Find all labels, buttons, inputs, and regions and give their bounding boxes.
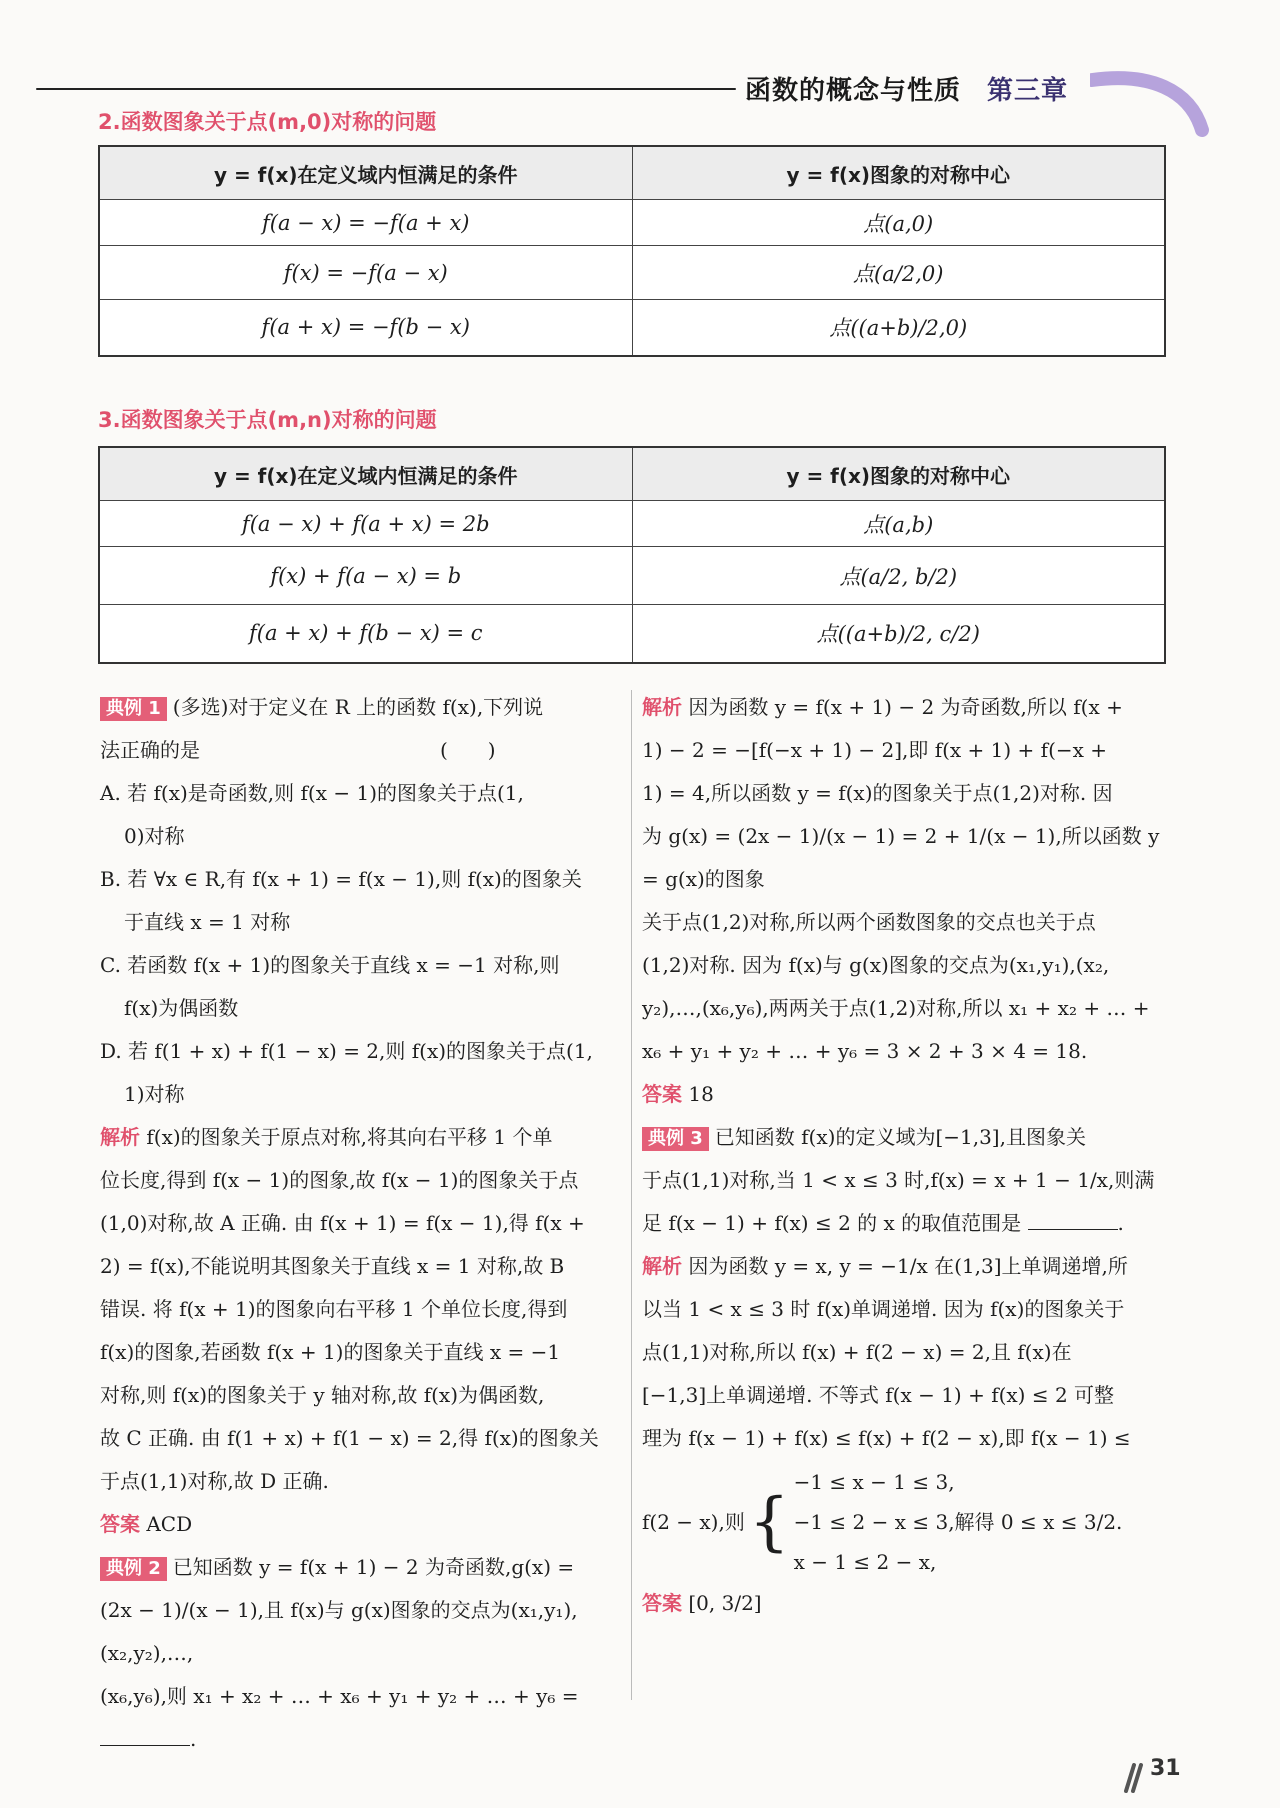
decorative-swoosh xyxy=(1090,70,1210,140)
answer-label: 答案 xyxy=(100,1512,140,1536)
table-cell-condition: f(x) + f(a − x) = b xyxy=(99,547,632,605)
inequality-system: f(2 − x),则 { −1 ≤ x − 1 ≤ 3, −1 ≤ 2 − x ≤ 3,解得 0 ≤ x ≤ 3/2. x − 1 ≤ 2 − x, xyxy=(642,1462,1172,1582)
symmetry-table-m0 xyxy=(98,145,1166,357)
table-cell-condition: f(a − x) = −f(a + x) xyxy=(99,200,632,246)
footer-slash-icon xyxy=(1118,1763,1148,1793)
answer-label: 答案 xyxy=(642,1082,682,1106)
answer-blank xyxy=(1028,1209,1118,1230)
table-cell-center: 点(a/2,0) xyxy=(632,246,1165,300)
chapter-number: 第三章 xyxy=(987,76,1069,106)
example-3-stem: 典例 3 已知函数 f(x)的定义域为[−1,3],且图象关 xyxy=(642,1116,1172,1159)
symmetry-table-mn xyxy=(98,446,1166,664)
table-cell-condition: f(a − x) + f(a + x) = 2b xyxy=(99,501,632,547)
analysis-label: 解析 xyxy=(100,1125,140,1149)
example-2-stem: 典例 2 已知函数 y = f(x + 1) − 2 为奇函数,g(x) = xyxy=(100,1546,620,1589)
option-d: D. 若 f(1 + x) + f(1 − x) = 2,则 f(x)的图象关于点(1, xyxy=(100,1039,593,1063)
analysis-2: 解析 因为函数 y = f(x + 1) − 2 为奇函数,所以 f(x + xyxy=(642,695,1123,719)
table-cell-condition: f(x) = −f(a − x) xyxy=(99,246,632,300)
example-tag: 典例 3 xyxy=(642,1127,709,1151)
example-1-stem: 典例 1 (多选)对于定义在 R 上的函数 f(x),下列说 xyxy=(100,686,620,729)
column-divider xyxy=(631,690,632,1700)
table-header-condition: y = f(x)在定义域内恒满足的条件 xyxy=(99,146,632,200)
page-number: 31 xyxy=(1150,1756,1181,1781)
answer-1: 答案 ACD xyxy=(100,1512,193,1536)
answer-blank xyxy=(100,1725,190,1746)
table-cell-center: 点((a+b)/2,0) xyxy=(632,300,1165,356)
header-rule xyxy=(36,88,736,90)
right-column: 解析 因为函数 y = f(x + 1) − 2 为奇函数,所以 f(x + 1) − 2 = −[f(−x + 1) − 2],即 f(x + 1) + f(−x + 1) = 4,所以函数 y = f(x)的图象关于点(1,2)对称. 因 为 g(x) = (2x − 1)/(x − 1) = 2 + 1/(x − 1),所以函数 y = g(x)的图象 关于点(1,2)对称,所以两个函数图象的交点也关于点 (1,2)对称. 因为 f(x)与 g(x)图象的交点为(x₁,y₁),(x₂, y₂),…,(x₆,y₆),两两关于点(1,2)对称,所以 x₁ + x₂ + … + x₆ + y₁ + y₂ + … + y₆ = 3 × 2 + 3 × 4 = 18. 答案 18 典例 3 已知函数 f(x)的定义域为[−1,3],且图象关 于点(1,1)对称,当 1 < x ≤ 3 时,f(x) = x + 1 − 1/x,则满 足 f(x − 1) + f(x) ≤ 2 的 x 的取值范围是 . 解析 因为函数 y = x, y = −1/x 在(1,3]上单调递增,所 以当 1 < x ≤ 3 时 f(x)单调递增. 因为 f(x)的图象关于 点(1,1)对称,所以 f(x) + f(2 − x) = 2,且 f(x)在 [−1,3]上单调递增. 不等式 f(x − 1) + f(x) ≤ 2 可整 理为 f(x − 1) + f(x) ≤ f(x) + f(2 − x),即 f(x − 1) ≤ f(2 − x),则 { −1 ≤ x − 1 ≤ 3, −1 ≤ 2 − x ≤ 3,解得 0 ≤ x ≤ 3/2. x − 1 ≤ 2 − x, 答案 [0, 3/2] xyxy=(642,686,1172,1625)
table-header-center: y = f(x)图象的对称中心 xyxy=(632,447,1165,501)
table-header-condition: y = f(x)在定义域内恒满足的条件 xyxy=(99,447,632,501)
left-column: 典例 1 (多选)对于定义在 R 上的函数 f(x),下列说 法正确的是 ( ) A. 若 f(x)是奇函数,则 f(x − 1)的图象关于点(1, 0)对称 B. 若 ∀x ∈ R,有 f(x + 1) = f(x − 1),则 f(x)的图象关 于直线 x = 1 对称 C. 若函数 f(x + 1)的图象关于直线 x = −1 对称,则 f(x)为偶函数 D. 若 f(1 + x) + f(1 − x) = 2,则 f(x)的图象关于点(1, 1)对称 解析 f(x)的图象关于原点对称,将其向右平移 1 个单 位长度,得到 f(x − 1)的图象,故 f(x − 1)的图象关于点 (1,0)对称,故 A 正确. 由 f(x + 1) = f(x − 1),得 f(x + 2) = f(x),不能说明其图象关于直线 x = 1 对称,故 B 错误. 将 f(x + 1)的图象向右平移 1 个单位长度,得到 f(x)的图象,若函数 f(x + 1)的图象关于直线 x = −1 对称,则 f(x)的图象关于 y 轴对称,故 f(x)为偶函数, 故 C 正确. 由 f(1 + x) + f(1 − x) = 2,得 f(x)的图象关 于点(1,1)对称,故 D 正确. 答案 ACD 典例 2 已知函数 y = f(x + 1) − 2 为奇函数,g(x) = (2x − 1)/(x − 1),且 f(x)与 g(x)图象的交点为(x₁,y₁),(x₂,y₂),…, (x₆,y₆),则 x₁ + x₂ + … + x₆ + y₁ + y₂ + … + y₆ = . xyxy=(100,686,620,1761)
example-tag: 典例 1 xyxy=(100,697,167,721)
answer-label: 答案 xyxy=(642,1591,682,1615)
analysis-label: 解析 xyxy=(642,695,682,719)
option-a: A. 若 f(x)是奇函数,则 f(x − 1)的图象关于点(1, xyxy=(100,781,524,805)
answer-3: 答案 [0, 3/2] xyxy=(642,1591,762,1615)
option-c: C. 若函数 f(x + 1)的图象关于直线 x = −1 对称,则 xyxy=(100,953,560,977)
table-cell-condition: f(a + x) = −f(b − x) xyxy=(99,300,632,356)
example-tag: 典例 2 xyxy=(100,1557,167,1581)
table-cell-center: 点(a/2, b/2) xyxy=(632,547,1165,605)
section-2-heading: 2.函数图象关于点(m,0)对称的问题 xyxy=(98,110,437,134)
analysis-3: 解析 因为函数 y = x, y = −1/x 在(1,3]上单调递增,所 xyxy=(642,1254,1128,1278)
analysis-label: 解析 xyxy=(642,1254,682,1278)
table-header-center: y = f(x)图象的对称中心 xyxy=(632,146,1165,200)
page-header xyxy=(745,70,1068,107)
brace-symbol: { xyxy=(748,1485,790,1559)
section-3-heading: 3.函数图象关于点(m,n)对称的问题 xyxy=(98,408,437,432)
table-cell-center: 点(a,0) xyxy=(632,200,1165,246)
option-b: B. 若 ∀x ∈ R,有 f(x + 1) = f(x − 1),则 f(x)的图象关 xyxy=(100,867,582,891)
analysis-1: 解析 f(x)的图象关于原点对称,将其向右平移 1 个单 xyxy=(100,1125,553,1149)
table-cell-condition: f(a + x) + f(b − x) = c xyxy=(99,605,632,663)
answer-2: 答案 18 xyxy=(642,1082,714,1106)
chapter-title: 函数的概念与性质 xyxy=(745,76,962,106)
table-cell-center: 点(a,b) xyxy=(632,501,1165,547)
table-cell-center: 点((a+b)/2, c/2) xyxy=(632,605,1165,663)
